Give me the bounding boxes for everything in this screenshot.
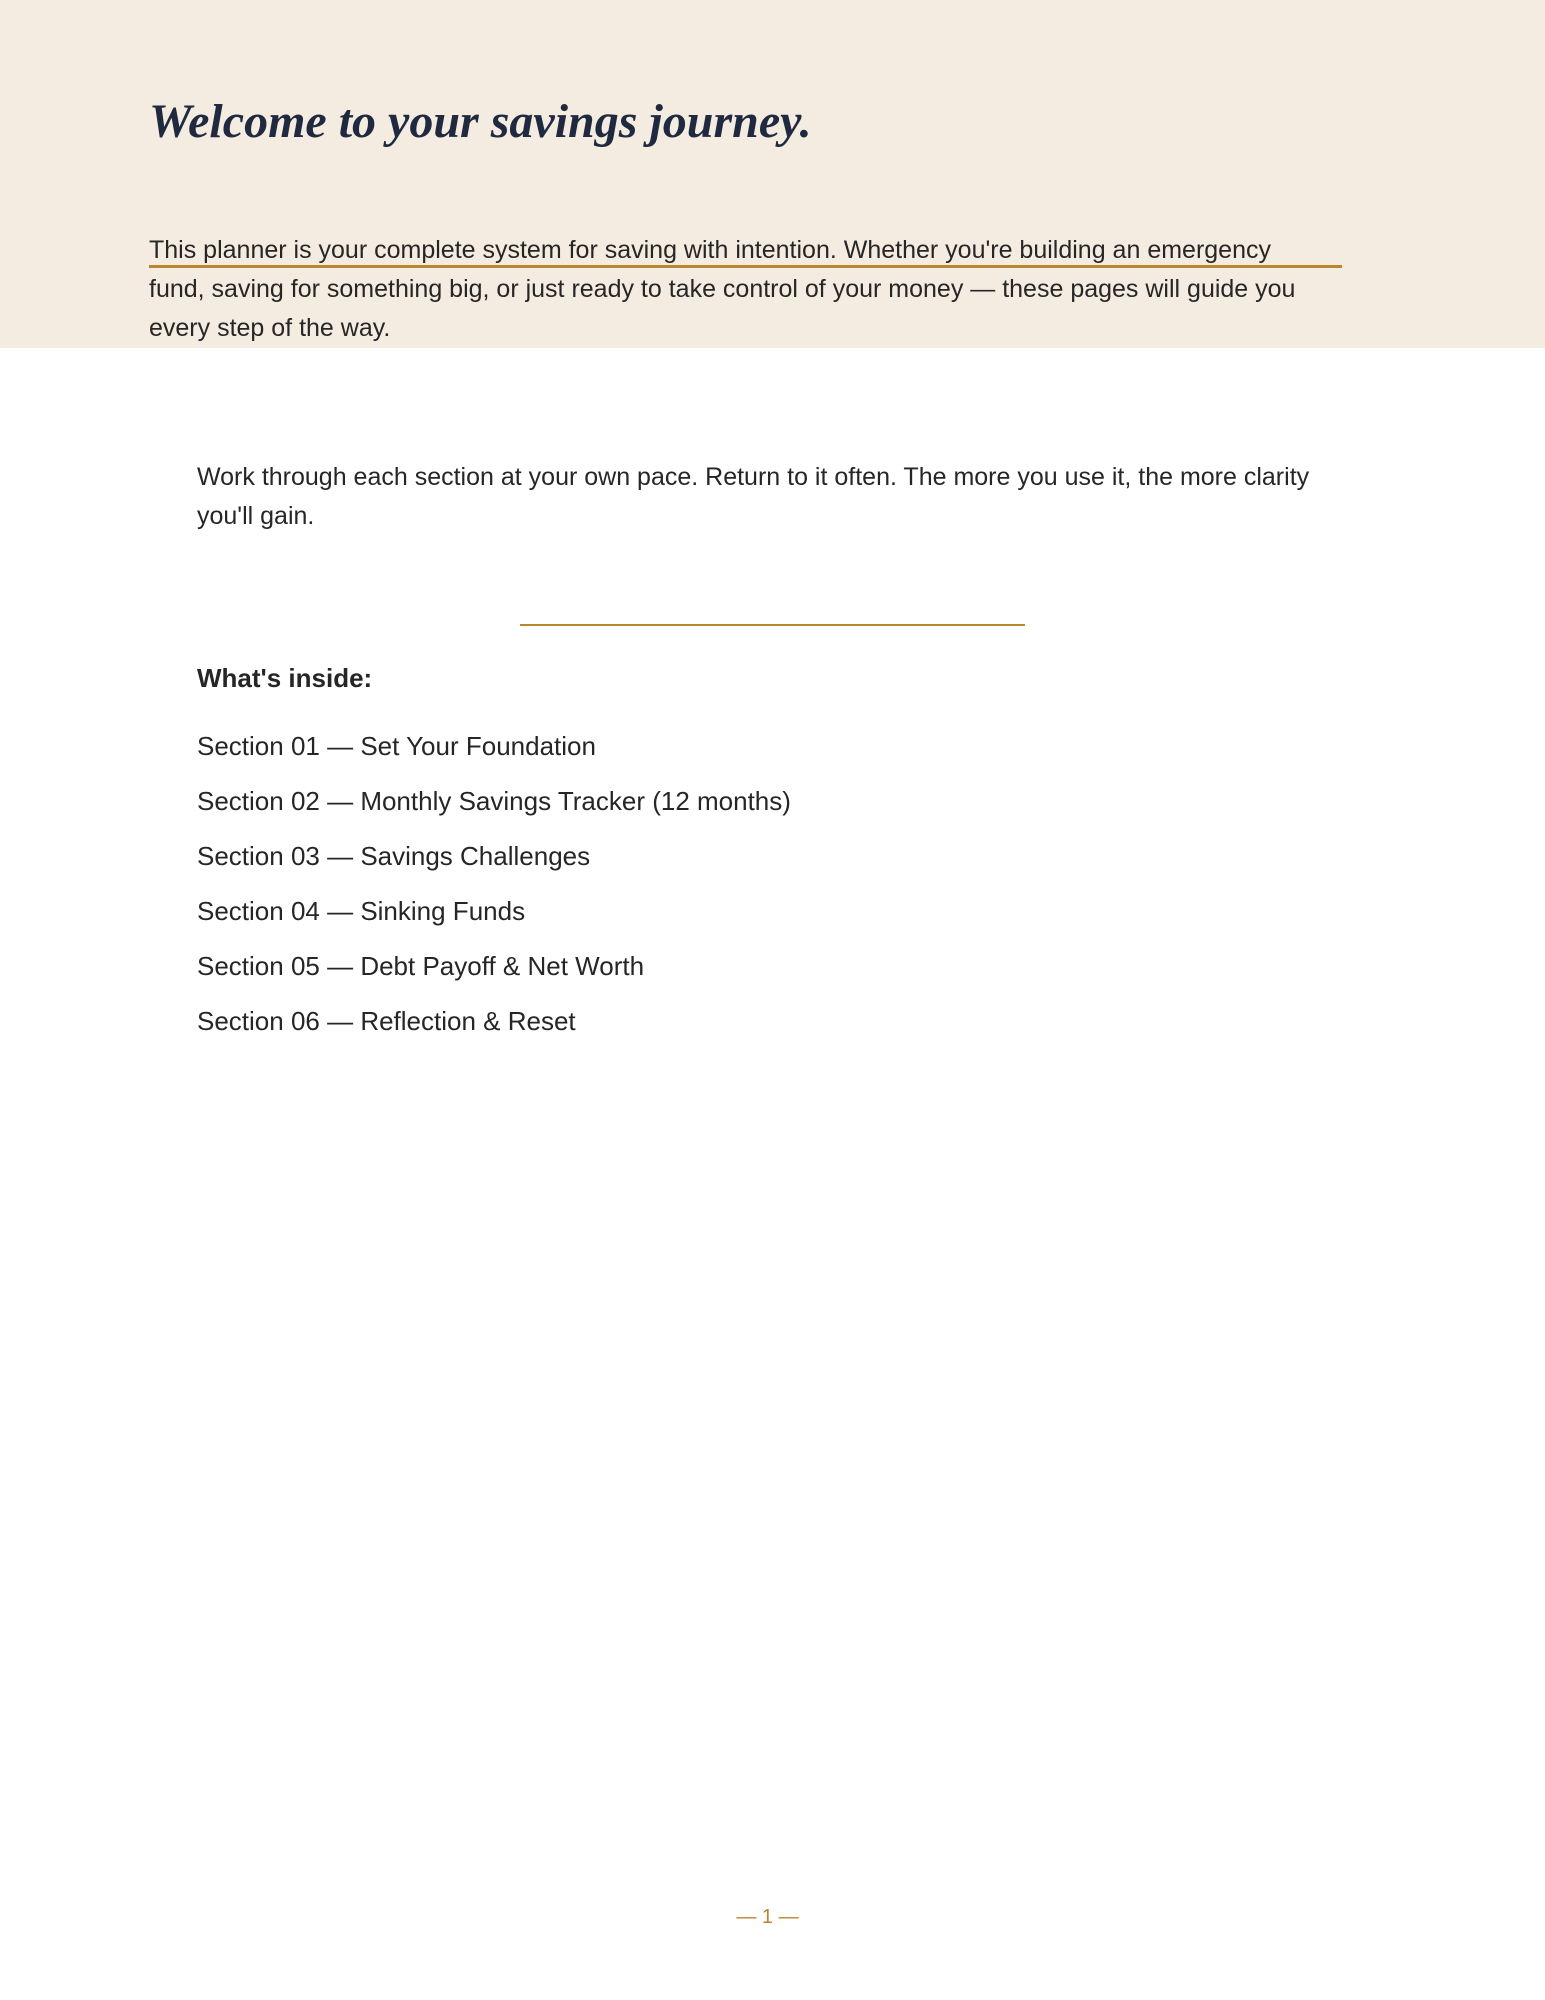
contents-heading: What's inside: <box>197 663 373 693</box>
contents-item-section-04: Section 04 — Sinking Funds <box>197 896 526 926</box>
contents-item-section-06: Section 06 — Reflection & Reset <box>197 1006 576 1036</box>
section-divider <box>520 624 1025 626</box>
intro-paragraph: This planner is your complete system for saving with intention. Whether you're building an emergency fund, saving for something big, or just ready to take control of your money — these pages will guide you every step of the way. <box>149 236 1296 342</box>
contents-item-section-02: Section 02 — Monthly Savings Tracker (12 months) <box>197 786 791 816</box>
contents-item-section-05: Section 05 — Debt Payoff & Net Worth <box>197 951 645 981</box>
contents-item-section-03: Section 03 — Savings Challenges <box>197 841 591 871</box>
page-title: Welcome to your savings journey. <box>149 95 812 148</box>
page-number: — 1 — <box>736 1906 799 1928</box>
contents-list <box>197 729 791 1059</box>
contents-item-section-01: Section 01 — Set Your Foundation <box>197 731 596 761</box>
usage-paragraph: Work through each section at your own pace. Return to it often. The more you use it, the more clarity you'll gain. <box>197 463 1310 530</box>
